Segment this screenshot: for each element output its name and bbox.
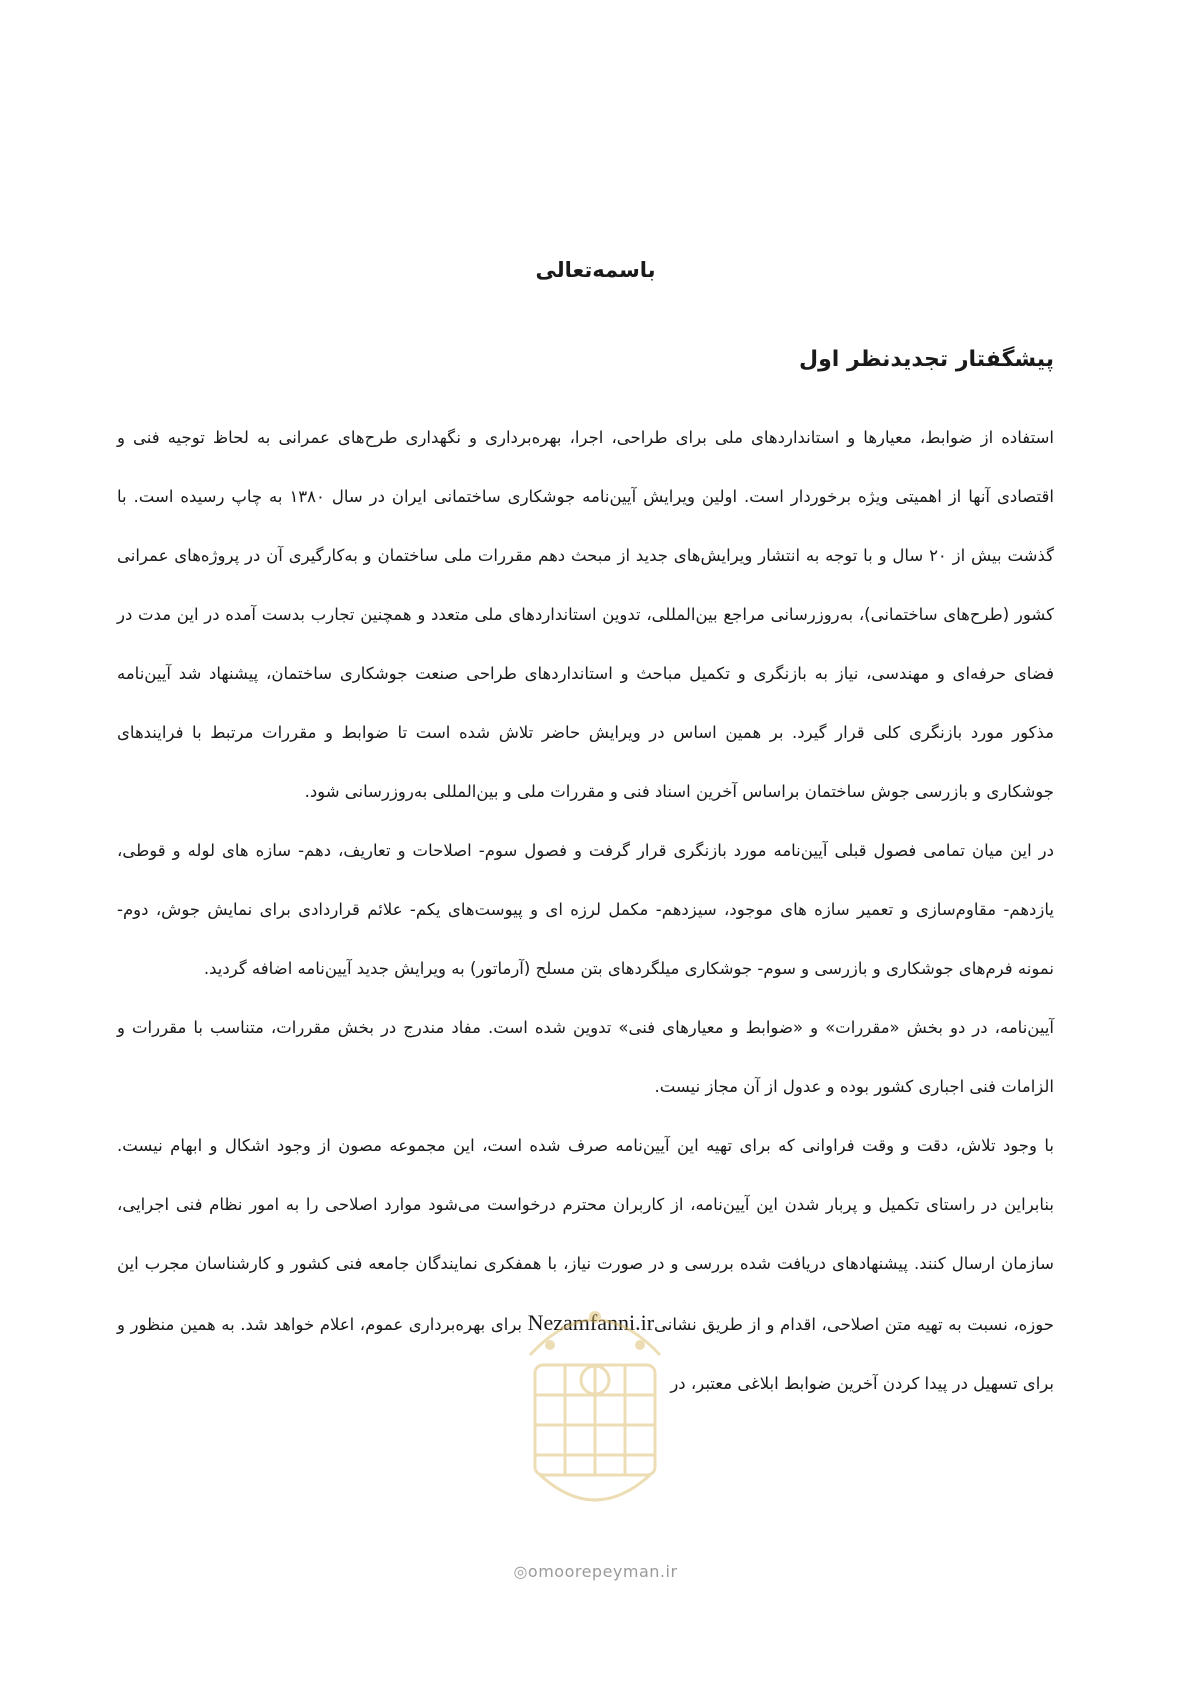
paragraph-4-text-after: برای بهره‌برداری عموم، اعلام خواهد شد. به همین منظور و برای تسهیل در پیدا کردن آخرین ضوابط ابلاغی معتبر، در bbox=[117, 1315, 1054, 1393]
paragraph-4 bbox=[117, 1116, 1054, 1413]
paragraph-2: در این میان تمامی فصول قبلی آیین‌نامه مورد بازنگری قرار گرفت و فصول سوم- اصلاحات و تعاریف، دهم- سازه های لوله و قوطی، یازدهم- مقاوم‌سازی و تعمیر سازه های موجود، سیزدهم- مکمل لرزه ای و پیوست‌های یکم- علائم قراردادی برای نمایش جوش، دوم- نمونه فرم‌های جوشکاری و بازرسی و سوم- جوشکاری میلگردهای بتن مسلح (آرماتور) به ویرایش جدید آیین‌نامه اضافه گردید. bbox=[117, 841, 1054, 978]
website-link[interactable]: Nezamfanni.ir bbox=[527, 1310, 655, 1335]
paragraph-3: آیین‌نامه، در دو بخش «مقررات» و «ضوابط و معیارهای فنی» تدوین شده است. مفاد مندرج در بخش مقررات، متناسب با مقررات و الزامات فنی اجباری کشور بوده و عدول از آن مجاز نیست. bbox=[117, 1018, 1054, 1096]
watermark-url: ◎omoorepeyman.ir bbox=[513, 1562, 678, 1581]
bismillah-title: باسمه‌تعالی bbox=[535, 258, 656, 282]
body-text bbox=[117, 408, 1054, 1413]
watermark-globe-icon: ◎ bbox=[513, 1562, 528, 1581]
page-heading: پیشگفتار تجدیدنظر اول bbox=[799, 347, 1054, 372]
paragraph-1: استفاده از ضوابط، معیارها و استانداردهای ملی برای طراحی، اجرا، بهره‌برداری و نگهداری طرح‌های عمرانی به لحاظ توجیه فنی و اقتصادی آنها از اهمیتی ویژه برخوردار است. اولین ویرایش آیین‌نامه جوشکاری ساختمانی ایران در سال ۱۳۸۰ به چاپ رسیده است. با گذشت بیش از ۲۰ سال و با توجه به انتشار ویرایش‌های جدید از مبحث دهم مقررات ملی ساختمان و به‌کارگیری آن در پروژه‌های عمرانی کشور (طرح‌های ساختمانی)، به‌روزرسانی مراجع بین‌المللی، تدوین استانداردهای ملی متعدد و همچنین تجارب بدست آمده در این مدت در فضای حرفه‌ای و مهندسی، نیاز به بازنگری و تکمیل مباحث و استانداردهای طراحی صنعت جوشکاری ساختمان، پیشنهاد شد آیین‌نامه مذکور مورد بازنگری کلی قرار گیرد. بر همین اساس در ویرایش حاضر تلاش شده است تا ضوابط و مقررات مرتبط با فرایندهای جوشکاری و بازرسی جوش ساختمان براساس آخرین اسناد فنی و مقررات ملی و بین‌المللی به‌روزرسانی شود. bbox=[117, 428, 1054, 801]
paragraph-4-text-before: با وجود تلاش، دقت و وقت فراوانی که برای تهیه این آیین‌نامه صرف شده است، این مجموعه مصون از وجود اشکال و ابهام نیست. بنابراین در راستای تکمیل و پربار شدن این آیین‌نامه، از کاربران محترم درخواست می‌شود موارد اصلاحی را به امور نظام فنی اجرایی، سازمان ارسال کنند. پیشنهادهای دریافت شده بررسی و در صورت نیاز، با همفکری نمایندگان جامعه فنی کشور و کارشناسان مجرب این حوزه، نسبت به تهیه متن اصلاحی، اقدام و از طریق نشانی bbox=[117, 1136, 1054, 1334]
